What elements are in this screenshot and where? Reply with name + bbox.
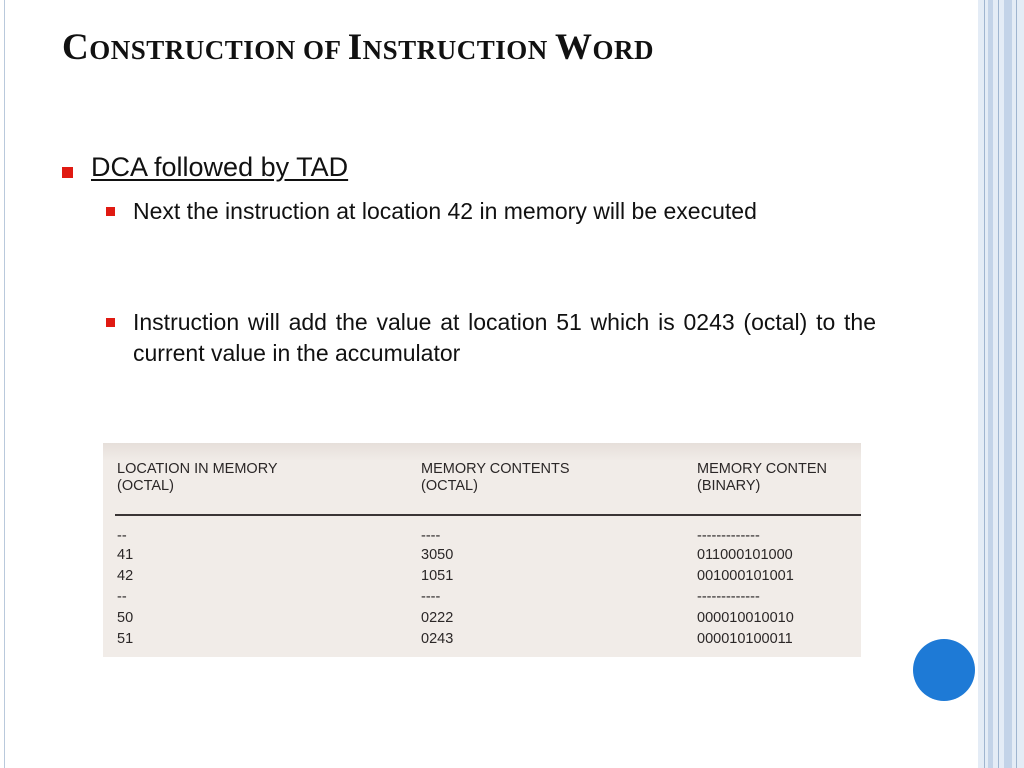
bullet-dca-tad <box>62 152 348 183</box>
table-cell: -- <box>117 589 127 605</box>
table-rule <box>115 514 861 516</box>
table-cell: 50 <box>117 610 134 626</box>
bullet-square-icon <box>106 318 115 327</box>
band-line <box>1016 0 1017 768</box>
band-bar <box>988 0 993 768</box>
left-border-line <box>4 0 5 768</box>
table-cell: 51 <box>117 631 134 647</box>
band-line <box>984 0 985 768</box>
header-binary: MEMORY CONTEN (BINARY) <box>697 461 827 494</box>
table-cell: ---- <box>421 528 441 544</box>
page-shadow <box>103 443 861 461</box>
memory-table-image <box>103 443 861 657</box>
header-location: LOCATION IN MEMORY (OCTAL) <box>117 461 278 494</box>
header-octal: MEMORY CONTENTS (OCTAL) <box>421 461 570 494</box>
table-cell: 41 <box>117 547 134 563</box>
bullet-text: DCA followed by TAD <box>91 152 349 182</box>
table-cell: 001000101001 <box>697 568 794 584</box>
bullet-square-icon <box>62 167 73 178</box>
table-cell: 0243 <box>421 631 454 647</box>
table-cell: ------------- <box>697 528 760 544</box>
table-cell: 3050 <box>421 547 454 563</box>
sub-bullet-2 <box>106 307 876 369</box>
table-cell: 000010010010 <box>697 610 794 626</box>
sub-bullet-1 <box>106 196 876 227</box>
band-bar <box>1004 0 1012 768</box>
table-cell: -- <box>117 528 127 544</box>
table-cell: ------------- <box>697 589 760 605</box>
bullet-square-icon <box>106 207 115 216</box>
table-cell: 000010100011 <box>697 631 793 647</box>
band-line <box>998 0 999 768</box>
right-decorative-band <box>978 0 1024 768</box>
decorative-circle <box>913 639 975 701</box>
table-cell: 011000101000 <box>697 547 793 563</box>
table-cell: 1051 <box>421 568 454 584</box>
sub-bullet-text: Next the instruction at location 42 in memory will be executed <box>133 198 757 224</box>
table-cell: 42 <box>117 568 134 584</box>
table-cell: 0222 <box>421 610 454 626</box>
sub-bullet-text: Instruction will add the value at location 51 which is 0243 (octal) to the current value in the accumulator <box>133 309 876 366</box>
slide-title: CONSTRUCTION OF INSTRUCTION WORD <box>62 27 654 68</box>
table-cell: ---- <box>421 589 441 605</box>
